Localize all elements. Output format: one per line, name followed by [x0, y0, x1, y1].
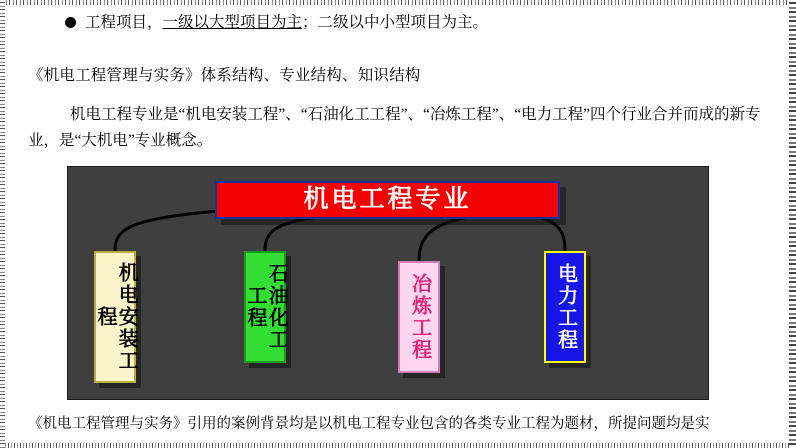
page-edge-top	[0, 0, 796, 5]
bullet-dot-icon	[65, 17, 76, 28]
diagram-title-label: 机电工程专业	[303, 185, 472, 213]
document-content	[10, 6, 786, 442]
diagram-node-3-label: 冶炼工程	[408, 273, 431, 361]
diagram-node-4	[544, 251, 586, 363]
page-edge-left	[0, 0, 5, 448]
diagram-node-1	[94, 251, 136, 383]
diagram-node-2-label: 石油化工工程	[244, 263, 288, 351]
bullet-paragraph	[65, 12, 765, 34]
diagram-node-2	[244, 251, 286, 363]
section-heading: 《机电工程管理与实务》体系结构、专业结构、知识结构	[28, 67, 421, 84]
diagram-node-1-label: 机电安装工程	[94, 262, 138, 372]
page-edge-bottom	[0, 443, 796, 448]
specialty-structure-diagram	[67, 166, 709, 400]
diagram-node-3	[398, 261, 440, 373]
diagram-node-4-label: 电力工程	[554, 263, 577, 351]
diagram-title-node	[215, 181, 560, 219]
bullet-text-underlined: 一级以大型项目为主	[162, 14, 303, 31]
body-paragraph: 机电工程专业是“机电安装工程”、“石油化工工程”、“冶炼工程”、“电力工程”四个行业合并而成的新专业，是“大机电”专业概念。	[28, 106, 761, 149]
connector-line-2	[265, 217, 318, 251]
page-edge-right	[789, 0, 796, 448]
bullet-text	[85, 12, 488, 34]
bullet-text-before: 工程项目，	[85, 14, 163, 31]
footer-paragraph: 《机电工程管理与实务》引用的案例背景均是以机电工程专业包含的各类专业工程为题材，所提问题均是实	[28, 416, 710, 432]
bullet-text-after: ；二级以中小型项目为主。	[302, 14, 489, 31]
connector-line-3	[419, 217, 468, 261]
connector-line-1	[115, 211, 218, 251]
